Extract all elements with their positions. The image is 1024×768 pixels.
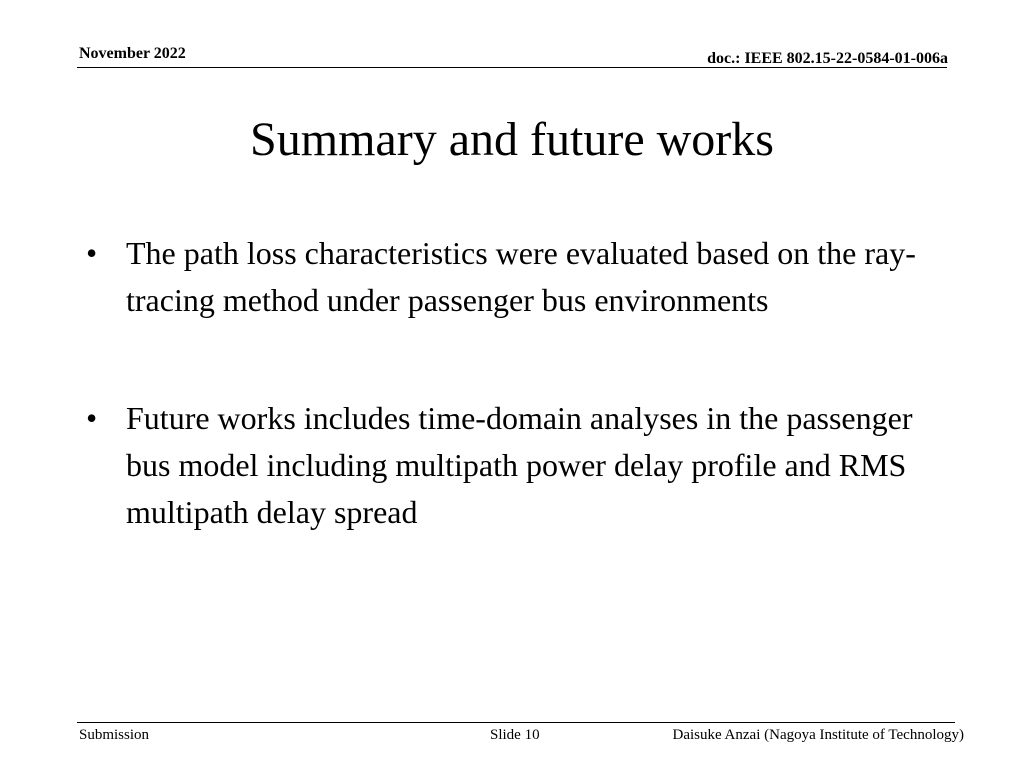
bullet-list (80, 230, 950, 607)
header-date: November 2022 (79, 45, 186, 62)
bullet-text: Future works includes time-domain analyses in the passenger bus model including multipath power delay profile and RMS multipath delay spread (126, 400, 913, 530)
slide-title: Summary and future works (250, 113, 774, 166)
header-divider (77, 67, 947, 68)
header-doc-id: doc.: IEEE 802.15-22-0584-01-006a (707, 50, 948, 67)
footer-submission: Submission (79, 727, 150, 743)
bullet-text: The path loss characteristics were evaluated based on the ray-tracing method under passenger bus environments (126, 235, 916, 318)
bullet-item (80, 395, 950, 536)
bullet-icon: • (86, 400, 98, 436)
bullet-icon: • (86, 235, 98, 271)
bullet-item (80, 230, 950, 324)
footer-divider (77, 722, 955, 723)
footer-slide-number: Slide 10 (490, 727, 540, 743)
footer-author: Daisuke Anzai (Nagoya Institute of Technology) (672, 727, 964, 743)
